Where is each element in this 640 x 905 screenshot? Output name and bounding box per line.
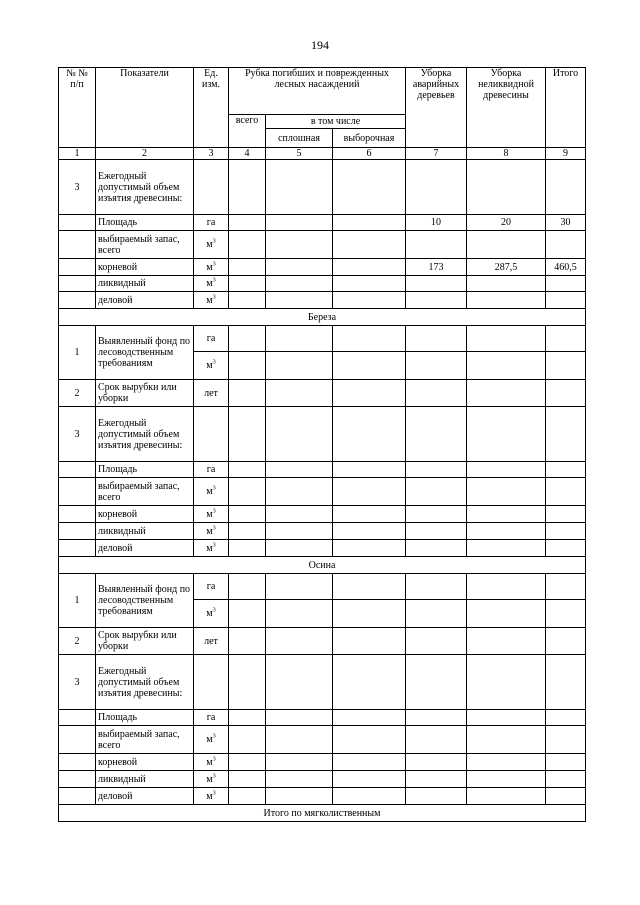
unit-cell: $м^3$ (194, 771, 229, 788)
table-row (59, 710, 586, 726)
table-row (59, 160, 586, 215)
table-row (59, 276, 586, 292)
indicator-label: Площадь (96, 462, 194, 478)
table-row (59, 540, 586, 557)
indicator-label: деловой (96, 788, 194, 805)
table-row (59, 754, 586, 771)
unit-cell: га (194, 462, 229, 478)
header-number: № № п/п (59, 68, 96, 148)
indicator-label: деловой (96, 292, 194, 309)
unit-cell: лет (194, 628, 229, 655)
column-number: 4 (229, 148, 266, 160)
header-total: Итого (546, 68, 586, 148)
unit-cell: $м^3$ (194, 754, 229, 771)
indicator-label: Площадь (96, 215, 194, 231)
indicator-label: Срок вырубки или уборки (96, 628, 194, 655)
indicator-label: Ежегодный допустимый объем изъятия древесины: (96, 407, 194, 462)
value-cell: 20 (467, 215, 546, 231)
table-row (59, 462, 586, 478)
section-row-soft-total (59, 805, 586, 822)
column-number: 1 (59, 148, 96, 160)
indicator-label: ликвидный (96, 771, 194, 788)
unit-cell: $м^3$ (194, 788, 229, 805)
indicator-label: Срок вырубки или уборки (96, 380, 194, 407)
table-row (59, 292, 586, 309)
row-number: 2 (59, 380, 96, 407)
indicator-label: Ежегодный допустимый объем изъятия древесины: (96, 655, 194, 710)
unit-cell: $м^3$ (194, 478, 229, 506)
page-number: 194 (311, 38, 329, 52)
column-number: 8 (467, 148, 546, 160)
unit-cell: $м^3$ (194, 506, 229, 523)
table-row (59, 771, 586, 788)
column-number: 9 (546, 148, 586, 160)
table-row (59, 574, 586, 600)
header-indicator: Показатели (96, 68, 194, 148)
indicator-label: Выявленный фонд по лесоводственным требованиям (96, 574, 194, 628)
indicator-label: корневой (96, 506, 194, 523)
indicator-label: выбираемый запас, всего (96, 478, 194, 506)
section-title: Осина (59, 557, 586, 574)
table-row (59, 628, 586, 655)
table-row (59, 523, 586, 540)
unit-cell: $м^3$ (194, 276, 229, 292)
table-row (59, 231, 586, 259)
column-number: 2 (96, 148, 194, 160)
indicator-label: деловой (96, 540, 194, 557)
table-row (59, 478, 586, 506)
unit-cell: $м^3$ (194, 540, 229, 557)
column-number: 3 (194, 148, 229, 160)
section-row-aspen (59, 557, 586, 574)
value-cell: 460,5 (546, 259, 586, 276)
table-row (59, 215, 586, 231)
value-cell: 173 (406, 259, 467, 276)
column-number: 5 (266, 148, 333, 160)
unit-cell: $м^3$ (194, 231, 229, 259)
header-emergency: Уборка аварийных деревьев (406, 68, 467, 148)
header-including: в том числе (266, 115, 406, 129)
unit-cell: га (194, 710, 229, 726)
indicator-label: ликвидный (96, 523, 194, 540)
indicator-label: корневой (96, 754, 194, 771)
header-unit: Ед. изм. (194, 68, 229, 148)
report-table (58, 67, 586, 822)
row-number: 2 (59, 628, 96, 655)
column-numbers-row (59, 148, 586, 160)
unit-cell: $м^3$ (194, 726, 229, 754)
value-cell: 287,5 (467, 259, 546, 276)
column-number: 7 (406, 148, 467, 160)
value-cell: 10 (406, 215, 467, 231)
table-row (59, 726, 586, 754)
row-number: 3 (59, 160, 96, 215)
unit-cell: $м^3$ (194, 352, 229, 380)
table-row (59, 326, 586, 352)
row-number: 1 (59, 326, 96, 380)
indicator-label: выбираемый запас, всего (96, 726, 194, 754)
table-row (59, 407, 586, 462)
row-number: 3 (59, 407, 96, 462)
header-cutting: Рубка погибших и поврежденных лесных насаждений (229, 68, 406, 115)
value-cell: 30 (546, 215, 586, 231)
table-row (59, 506, 586, 523)
table-row (59, 788, 586, 805)
unit-cell: $м^3$ (194, 523, 229, 540)
header-selective: выборочная (333, 129, 406, 148)
table-row (59, 380, 586, 407)
header-illiquid: Уборка неликвидной древесины (467, 68, 546, 148)
section-row-birch (59, 309, 586, 326)
header-total-sub: всего (229, 115, 266, 148)
row-number: 1 (59, 574, 96, 628)
table-row (59, 259, 586, 276)
indicator-label: Площадь (96, 710, 194, 726)
unit-cell: $м^3$ (194, 292, 229, 309)
indicator-label: Выявленный фонд по лесоводственным требованиям (96, 326, 194, 380)
unit-cell: $м^3$ (194, 600, 229, 628)
section-title: Береза (59, 309, 586, 326)
row-number: 3 (59, 655, 96, 710)
indicator-label: выбираемый запас, всего (96, 231, 194, 259)
unit-cell: га (194, 574, 229, 600)
column-number: 6 (333, 148, 406, 160)
header-clear: сплошная (266, 129, 333, 148)
unit-cell: лет (194, 380, 229, 407)
unit-cell: га (194, 215, 229, 231)
indicator-label: ликвидный (96, 276, 194, 292)
indicator-label: Ежегодный допустимый объем изъятия древесины: (96, 160, 194, 215)
table-row (59, 655, 586, 710)
unit-cell: га (194, 326, 229, 352)
section-title: Итого по мягколиственным (59, 805, 586, 822)
indicator-label: корневой (96, 259, 194, 276)
unit-cell: $м^3$ (194, 259, 229, 276)
